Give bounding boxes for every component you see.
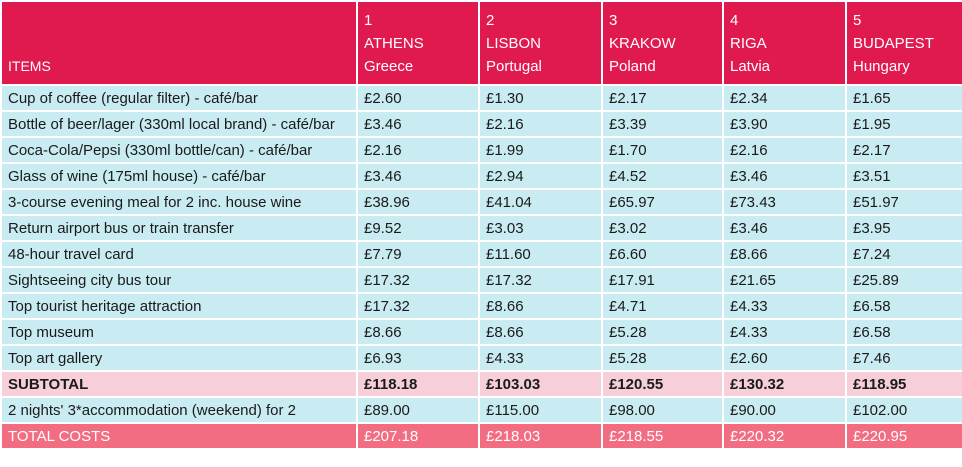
price-cell: £7.24 [846,241,962,267]
city-name: LISBON [486,35,542,52]
table-row [1,189,962,215]
city-header [479,1,602,85]
city-name: ATHENS [364,35,424,52]
item-cell: SUBTOTAL [1,371,357,397]
price-cell: £130.32 [723,371,846,397]
table-row [1,137,962,163]
price-cell: £118.95 [846,371,962,397]
table-row [1,241,962,267]
item-cell: TOTAL COSTS [1,423,357,449]
city-country: Hungary [853,58,910,75]
city-rank: 4 [730,12,739,29]
price-cell: £7.46 [846,345,962,371]
item-cell: Top museum [1,319,357,345]
item-cell: Sightseeing city bus tour [1,267,357,293]
city-country: Portugal [486,58,542,75]
table-row [1,163,962,189]
table-row [1,293,962,319]
price-cell: £73.43 [723,189,846,215]
table-body [1,85,962,449]
price-cell: £5.28 [602,345,723,371]
price-cell: £1.30 [479,85,602,111]
price-cell: £1.65 [846,85,962,111]
city-name: RIGA [730,35,767,52]
price-cell: £118.18 [357,371,479,397]
city-header [723,1,846,85]
city-country: Greece [364,58,414,75]
price-cell: £17.32 [479,267,602,293]
price-cell: £9.52 [357,215,479,241]
price-cell: £8.66 [357,319,479,345]
price-cell: £21.65 [723,267,846,293]
price-cell: £3.95 [846,215,962,241]
price-cell: £6.60 [602,241,723,267]
price-cell: £3.46 [723,163,846,189]
price-cell: £6.58 [846,293,962,319]
price-cell: £89.00 [357,397,479,423]
price-cell: £115.00 [479,397,602,423]
city-country: Latvia [730,58,771,75]
price-cell: £6.58 [846,319,962,345]
city-name: KRAKOW [609,35,676,52]
price-cell: £2.60 [357,85,479,111]
price-cell: £98.00 [602,397,723,423]
price-cell: £3.46 [357,111,479,137]
price-cell: £17.91 [602,267,723,293]
table-row [1,267,962,293]
price-cell: £2.16 [479,111,602,137]
price-cell: £6.93 [357,345,479,371]
item-cell: 48-hour travel card [1,241,357,267]
city-header [846,1,962,85]
price-cell: £65.97 [602,189,723,215]
price-cell: £7.79 [357,241,479,267]
items-column-header: ITEMS [1,1,357,85]
item-cell: 2 nights' 3*accommodation (weekend) for 2 [1,397,357,423]
price-cell: £3.39 [602,111,723,137]
item-cell: Bottle of beer/lager (330ml local brand) - café/bar [1,111,357,137]
subtotal-row [1,371,962,397]
price-cell: £218.03 [479,423,602,449]
price-cell: £41.04 [479,189,602,215]
price-cell: £207.18 [357,423,479,449]
price-cell: £5.28 [602,319,723,345]
price-cell: £1.70 [602,137,723,163]
price-cell: £8.66 [479,293,602,319]
price-cell: £2.34 [723,85,846,111]
table-row [1,111,962,137]
item-cell: Coca-Cola/Pepsi (330ml bottle/can) - café/bar [1,137,357,163]
city-country: Poland [609,58,656,75]
price-cell: £25.89 [846,267,962,293]
price-cell: £4.33 [723,319,846,345]
price-cell: £2.60 [723,345,846,371]
price-cell: £3.51 [846,163,962,189]
table-row [1,215,962,241]
city-rank: 1 [364,12,373,29]
price-cell: £3.03 [479,215,602,241]
city-rank: 5 [853,12,862,29]
header-row [1,1,962,85]
price-cell: £90.00 [723,397,846,423]
item-cell: Cup of coffee (regular filter) - café/bar [1,85,357,111]
price-cell: £102.00 [846,397,962,423]
total-row [1,423,962,449]
price-cell: £17.32 [357,267,479,293]
price-cell: £8.66 [479,319,602,345]
accommodation-row [1,397,962,423]
price-cell: £220.32 [723,423,846,449]
price-cell: £3.90 [723,111,846,137]
city-rank: 2 [486,12,495,29]
city-header [602,1,723,85]
price-cell: £2.17 [602,85,723,111]
city-rank: 3 [609,12,618,29]
price-cell: £2.94 [479,163,602,189]
price-cell: £120.55 [602,371,723,397]
table-header [1,1,962,85]
price-cell: £103.03 [479,371,602,397]
price-cell: £11.60 [479,241,602,267]
price-cell: £3.46 [723,215,846,241]
item-cell: 3-course evening meal for 2 inc. house wine [1,189,357,215]
city-header [357,1,479,85]
price-cell: £38.96 [357,189,479,215]
item-cell: Return airport bus or train transfer [1,215,357,241]
item-cell: Top tourist heritage attraction [1,293,357,319]
price-cell: £17.32 [357,293,479,319]
price-cell: £2.17 [846,137,962,163]
price-cell: £1.95 [846,111,962,137]
price-cell: £4.52 [602,163,723,189]
city-name: BUDAPEST [853,35,934,52]
price-cell: £220.95 [846,423,962,449]
price-cell: £4.33 [723,293,846,319]
price-cell: £51.97 [846,189,962,215]
price-cell: £4.71 [602,293,723,319]
price-cell: £2.16 [357,137,479,163]
price-cell: £1.99 [479,137,602,163]
item-cell: Top art gallery [1,345,357,371]
table-row [1,319,962,345]
price-cell: £4.33 [479,345,602,371]
price-cell: £2.16 [723,137,846,163]
table-row [1,85,962,111]
item-cell: Glass of wine (175ml house) - café/bar [1,163,357,189]
price-cell: £218.55 [602,423,723,449]
price-cell: £3.02 [602,215,723,241]
table-row [1,345,962,371]
price-cell: £8.66 [723,241,846,267]
price-cell: £3.46 [357,163,479,189]
